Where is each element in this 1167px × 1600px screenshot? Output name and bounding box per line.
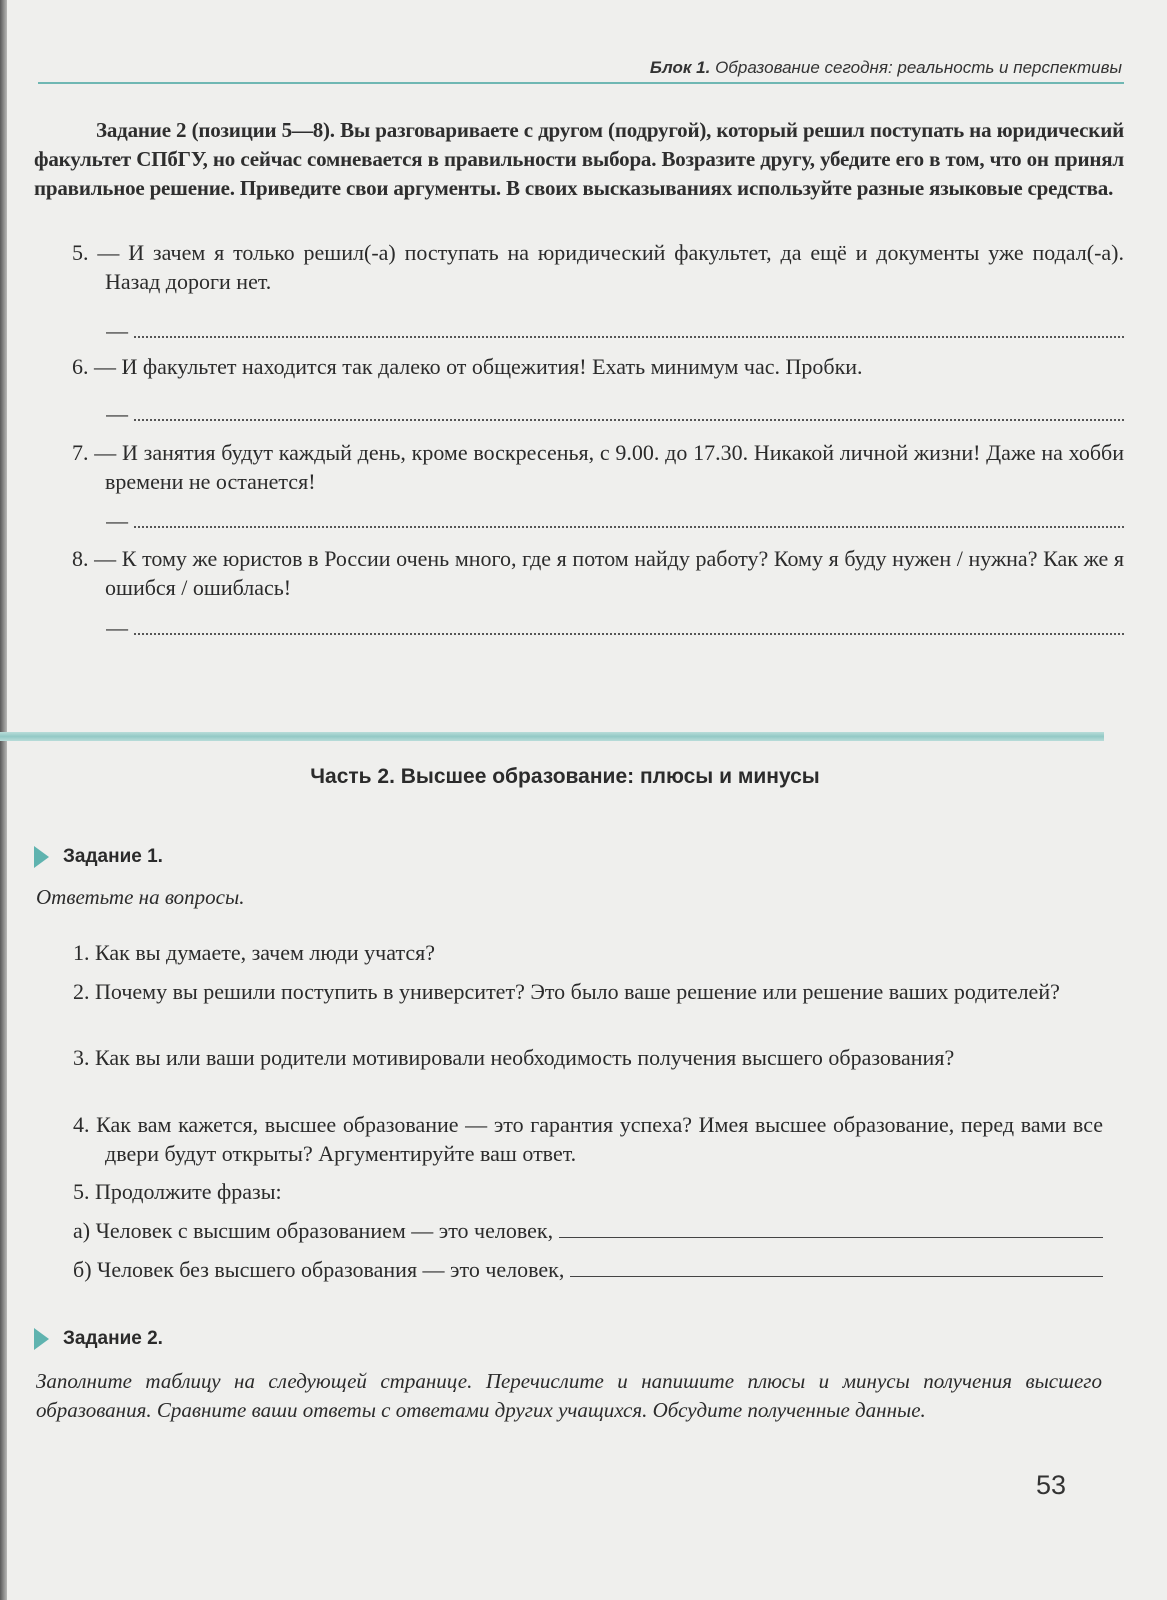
page-number: 53 [1036, 1470, 1067, 1500]
task-1-title: Задание 1. [63, 846, 163, 867]
answer-line-7[interactable] [106, 510, 1124, 532]
task-2-heading [34, 1328, 163, 1350]
section-divider-band [0, 732, 1104, 741]
task-1-question-3: 3. Как вы или ваши родители мотивировали необходимость получения высшего образования? [73, 1045, 955, 1070]
fill-in-b[interactable] [73, 1254, 1103, 1284]
header-block-label: Блок 1. [649, 58, 711, 77]
answer-dash: — [106, 510, 128, 532]
answer-underline [559, 1215, 1103, 1238]
question-7: 7. — И занятия будут каждый день, кроме воскресенья, с 9.00. до 17.30. Никакой личной жизни! Даже на хобби времени не останется! [72, 440, 1124, 494]
dotted-fill-line [134, 523, 1124, 528]
answer-dash: — [106, 617, 128, 639]
task-1-question-1: 1. Как вы думаете, зачем люди учатся? [73, 940, 435, 965]
triangle-marker-icon [34, 846, 49, 868]
task-1-question-4: 4. Как вам кажется, высшее образование — это гарантия успеха? Имея высшее образование, перед вами все двери будут открыты? Аргументируйте ваш ответ. [73, 1112, 1103, 1166]
answer-dash: — [106, 403, 128, 425]
header-rule [38, 82, 1124, 84]
header-block-title: Образование сегодня: реальность и перспективы [715, 58, 1122, 77]
task-1-heading [34, 846, 163, 868]
dotted-fill-line [134, 333, 1124, 338]
answer-underline [570, 1254, 1103, 1277]
task-1-instruction: Ответьте на вопросы. [36, 885, 245, 909]
dotted-fill-line [134, 416, 1124, 421]
task-2-title: Задание 2. [63, 1328, 163, 1349]
fill-in-a-text: а) Человек с высшим образованием — это человек, [73, 1218, 554, 1243]
task-1-question-2: 2. Почему вы решили поступить в университет? Это было ваше решение или решение ваших родителей? [73, 979, 1060, 1004]
task-1-question-5: 5. Продолжите фразы: [73, 1179, 282, 1204]
dotted-fill-line [134, 630, 1124, 635]
answer-line-6[interactable] [106, 403, 1124, 425]
answer-line-8[interactable] [106, 617, 1124, 639]
task-2-intro: Задание 2 (позиции 5—8). Вы разговариваете с другом (подругой), который решил поступать на юридический факультет СПбГУ, но сейчас сомневается в правильности выбора. Возразите другу, убедите его в том, что он принял правильное решение. Приведите свои аргументы. В своих высказываниях используйте разные языковые средства. [34, 118, 1124, 200]
question-8: 8. — К тому же юристов в России очень много, где я потом найду работу? Кому я буду нужен / нужна? Как же я ошибся / ошиблась! [72, 546, 1124, 600]
answer-line-5[interactable] [106, 320, 1124, 342]
triangle-marker-icon [34, 1328, 49, 1350]
page-edge-shadow [0, 0, 7, 1600]
part-2-title: Часть 2. Высшее образование: плюсы и минусы [310, 765, 820, 788]
fill-in-b-text: б) Человек без высшего образования — это человек, [73, 1257, 565, 1282]
question-6: 6. — И факультет находится так далеко от общежития! Ехать минимум час. Пробки. [72, 354, 863, 379]
fill-in-a[interactable] [73, 1215, 1103, 1245]
task-2-instruction: Заполните таблицу на следующей странице. Перечислите и напишите плюсы и минусы получения высшего образования. Сравните ваши ответы с ответами других учащихся. Обсудите полученные данные. [36, 1369, 1102, 1422]
answer-dash: — [106, 320, 128, 342]
question-5: 5. — И зачем я только решил(-а) поступать на юридический факультет, да ещё и документы уже подал(-а). Назад дороги нет. [72, 240, 1124, 294]
running-header [0, 58, 1122, 78]
